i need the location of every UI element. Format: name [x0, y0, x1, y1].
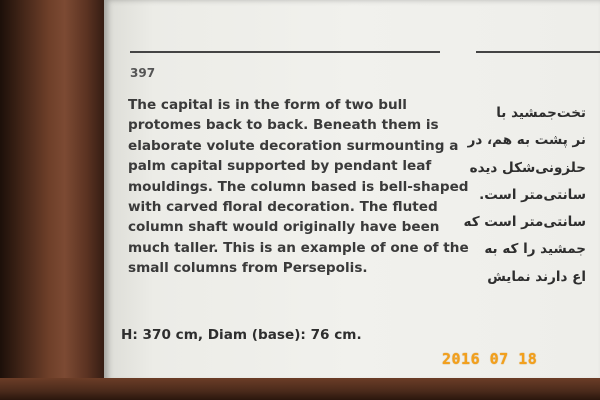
description-line: mouldings. The column based is bell-shaped [128, 178, 469, 195]
exhibit-number: 397 [130, 66, 156, 80]
description-line: much taller. This is an example of one of the [128, 239, 469, 256]
persian-line: اع دارند نمایش [487, 268, 586, 285]
label-top-rule [130, 51, 440, 53]
persian-line: حلزونی‌شکل دیده [469, 159, 586, 176]
camera-date-stamp: 2016 07 18 [442, 350, 538, 368]
persian-description [456, 100, 586, 291]
description-line: The capital is in the form of two bull [128, 97, 407, 113]
persian-line: سانتی‌متر است که [463, 214, 586, 231]
description-line: protomes back to back. Beneath them is [128, 117, 439, 134]
wooden-frame-left [0, 0, 108, 400]
description-line: small columns from Persepolis. [128, 260, 368, 277]
english-description [128, 95, 469, 279]
dimensions-text: H: 370 cm, Diam (base): 76 cm. [121, 327, 362, 343]
persian-line: سانتی‌متر است. [479, 186, 586, 203]
persian-line: جمشید را که به [484, 241, 586, 258]
persian-line: نر پشت به هم، در [467, 132, 586, 149]
persian-line: تخت‌جمشید با [496, 105, 586, 121]
description-line: elaborate volute decoration surmounting a [128, 137, 459, 154]
persian-top-rule [476, 51, 600, 53]
wooden-frame-bottom [0, 378, 600, 400]
description-line: column shaft would originally have been [128, 219, 440, 236]
description-line: palm capital supported by pendant leaf [128, 158, 432, 175]
description-line: with carved floral decoration. The fluted [128, 199, 438, 216]
